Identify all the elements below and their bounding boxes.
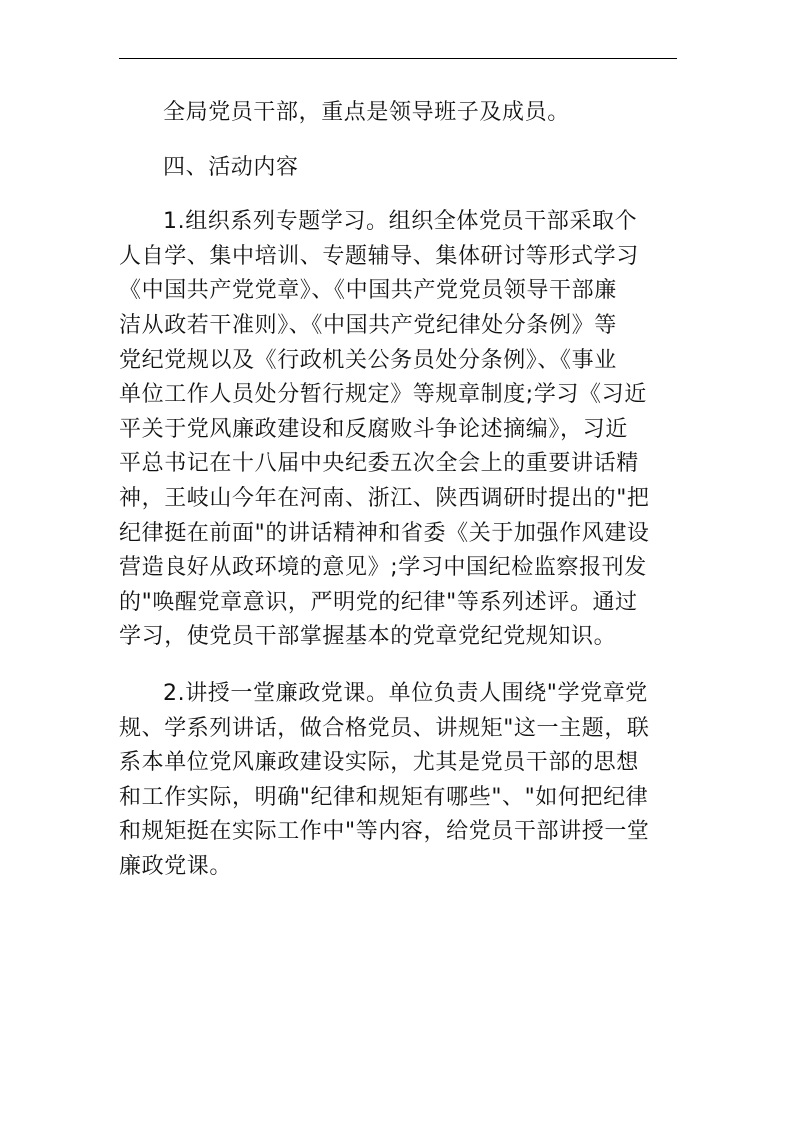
paragraph-study (119, 205, 679, 655)
text-line: 人自学、集中培训、专题辅导、集体研讨等形式学习 (119, 243, 639, 269)
header-rule (119, 58, 677, 59)
text-line: 规、学系列讲话，做合格党员、讲规矩"这一主题，联 (119, 715, 650, 741)
text-line: 1.组织系列专题学习。组织全体党员干部采取个 (163, 209, 638, 235)
text-line: 平总书记在十八届中央纪委五次全会上的重要讲话精 (119, 451, 639, 477)
text-line: 学习，使党员干部掌握基本的党章党纪党规知识。 (119, 624, 617, 650)
text-line: 全局党员干部，重点是领导班子及成员。 (163, 100, 570, 125)
text-line: 四、活动内容 (163, 154, 299, 180)
text-line: 平关于党风廉政建设和反腐败斗争论述摘编》，习近 (119, 416, 628, 442)
text-line: 党纪党规以及《行政机关公务员处分条例》、《事业 (119, 347, 617, 373)
text-line: 的"唤醒党章意识，严明党的纪律"等系列述评。通过 (119, 589, 638, 615)
text-line: 廉政党课。 (119, 853, 233, 879)
text-line: 单位工作人员处分暂行规定》等规章制度;学习《习近 (119, 382, 647, 408)
text-line: 2.讲授一堂廉政党课。单位负责人围绕"学党章党 (163, 680, 648, 706)
paragraph-scope (119, 96, 679, 131)
text-line: 《中国共产党党章》、《中国共产党党员领导干部廉 (119, 278, 617, 304)
text-line: 系本单位党风廉政建设实际，尤其是党员干部的思想 (119, 750, 639, 776)
text-line: 纪律挺在前面"的讲话精神和省委《关于加强作风建设 (119, 520, 650, 546)
text-line: 神，王岐山今年在河南、浙江、陕西调研时提出的"把 (119, 485, 650, 511)
paragraph-lecture (119, 677, 679, 885)
section-heading (119, 151, 679, 186)
text-line: 营造良好从政环境的意见》;学习中国纪检监察报刊发 (119, 555, 647, 581)
document-body (119, 96, 679, 884)
text-line: 和规矩挺在实际工作中"等内容，给党员干部讲授一堂 (119, 819, 650, 845)
text-line: 和工作实际，明确"纪律和规矩有哪些"、"如何把纪律 (119, 784, 649, 810)
text-line: 洁从政若干准则》、《中国共产党纪律处分条例》等 (119, 312, 617, 338)
